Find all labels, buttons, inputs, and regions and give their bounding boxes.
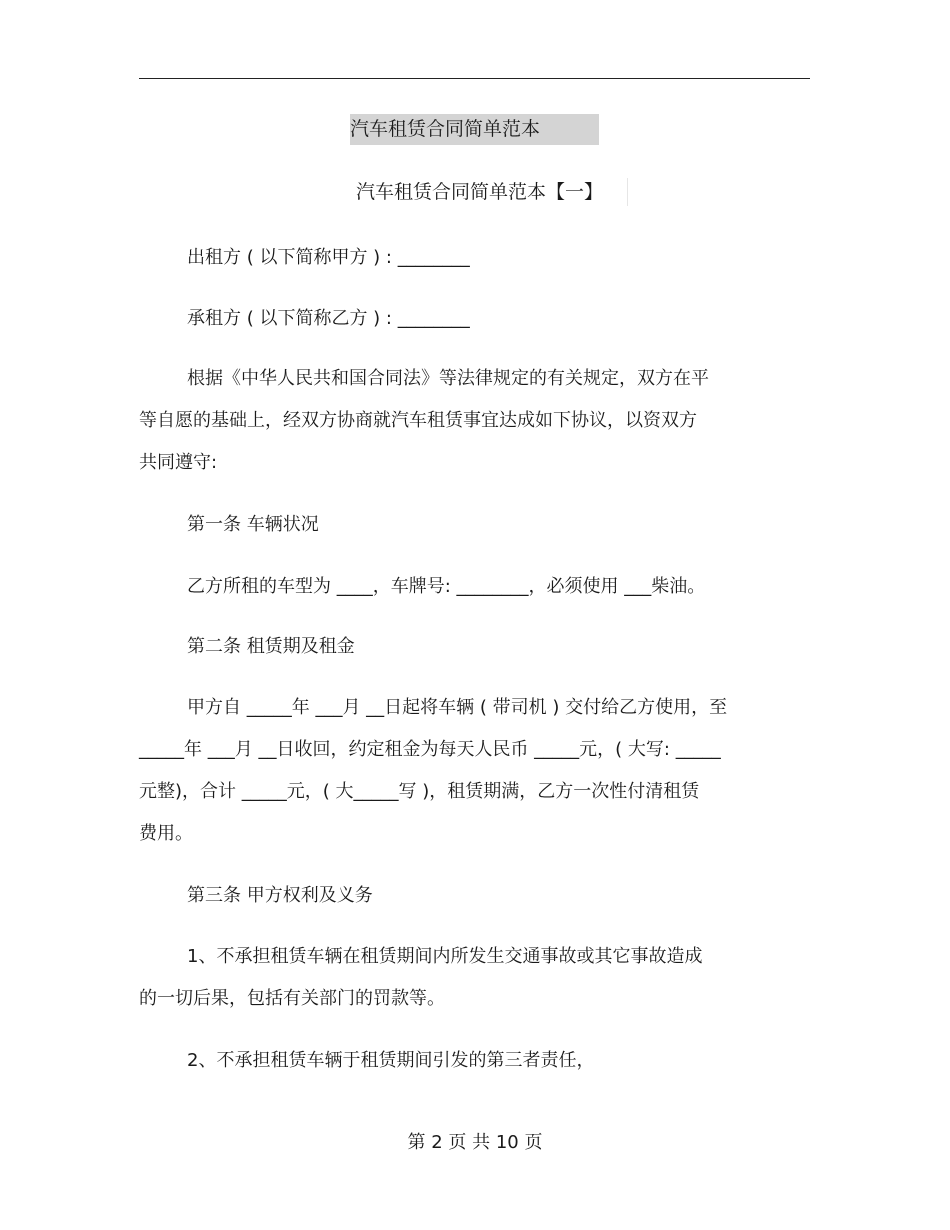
paragraph-line: _____年 ___月 __日收回，约定租金为每天人民币 _____元，( 大写: _____ (139, 739, 721, 760)
paragraph-line: 的一切后果，包括有关部门的罚款等。 (139, 988, 445, 1009)
article-heading: 第二条 租赁期及租金 (187, 636, 355, 657)
article-heading: 第一条 车辆状况 (187, 514, 319, 535)
paragraph-line: 2、不承担租赁车辆于租赁期间引发的第三者责任， (187, 1050, 595, 1071)
paragraph-line: 1、不承担租赁车辆在租赁期间内所发生交通事故或其它事故造成 (187, 946, 703, 967)
lessee-line: 承租方 ( 以下简称乙方 ) : ________ (187, 308, 470, 329)
article-heading: 第三条 甲方权利及义务 (187, 885, 373, 906)
paragraph-line: 乙方所租的车型为 ____，车牌号: ________，必须使用 ___柴油。 (187, 576, 706, 597)
paragraph-line: 甲方自 _____年 ___月 __日起将车辆 ( 带司机 ) 交付给乙方使用，至 (187, 697, 728, 718)
lessor-line: 出租方 ( 以下简称甲方 ) : ________ (187, 247, 470, 268)
paragraph-line: 根据《中华人民共和国合同法》等法律规定的有关规定，双方在平 (187, 368, 709, 389)
document-title: 汽车租赁合同简单范本 (350, 114, 599, 145)
header-rule (139, 78, 810, 79)
document-subtitle: 汽车租赁合同简单范本【一】 (356, 178, 628, 206)
paragraph-line: 费用。 (139, 823, 193, 844)
paragraph-line: 共同遵守: (139, 452, 218, 473)
page-number: 第 2 页 共 10 页 (407, 1132, 543, 1153)
paragraph-line: 等自愿的基础上，经双方协商就汽车租赁事宜达成如下协议，以资双方 (139, 410, 697, 431)
paragraph-line: 元整)，合计 _____元，( 大_____写 )，租赁期满，乙方一次性付清租赁 (139, 781, 700, 802)
